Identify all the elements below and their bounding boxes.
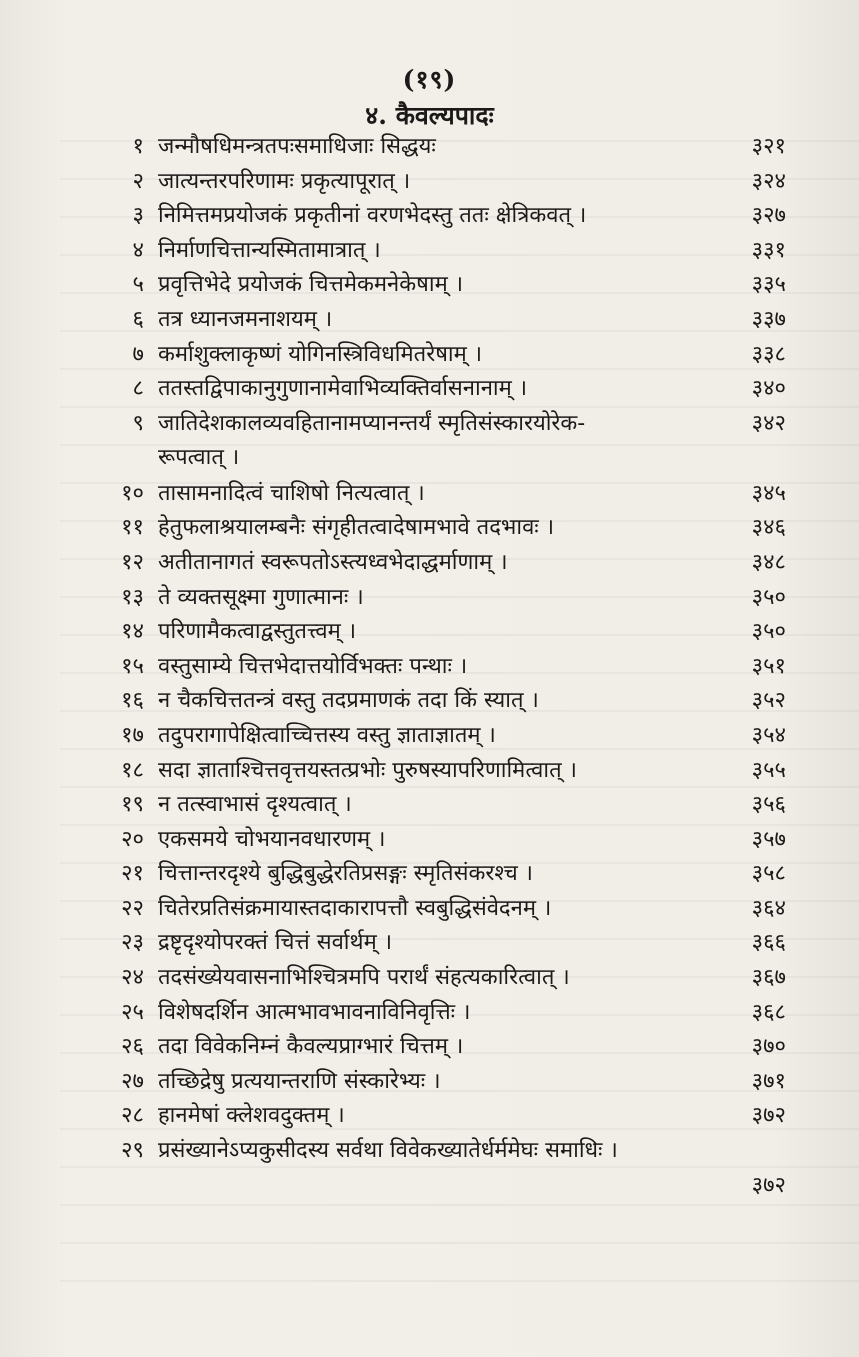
sutra-text-line: हानमेषां क्लेशवदुक्तम् ।	[158, 1103, 345, 1129]
sutra-text	[158, 684, 688, 719]
sutra-number: ८	[132, 376, 144, 402]
sutra-number: १७	[121, 722, 144, 748]
sutra-text-line: सदा ज्ञाताश्चित्तवृत्तयस्तत्प्रभोः पुरुषस्यापरिणामित्वात् ।	[158, 757, 577, 783]
sutra-number: १६	[121, 688, 144, 714]
sutra-text-line: तच्छिद्रेषु प्रत्ययान्तराणि संस्कारेभ्यः ।	[158, 1068, 441, 1094]
sutra-text	[158, 961, 688, 996]
page-reference: ३५६	[751, 792, 786, 818]
page-reference: ३४८	[751, 549, 786, 575]
page-reference: ३४५	[751, 480, 786, 506]
sutra-number: २०	[121, 826, 144, 852]
list-item	[0, 303, 859, 338]
sutra-text	[158, 581, 688, 616]
page-reference: ३६७	[751, 965, 786, 991]
list-item	[0, 477, 859, 512]
sutra-text-line: प्रवृत्तिभेदे प्रयोजकं चित्तमेकमनेकेषाम् ।	[158, 272, 464, 298]
sutra-number: १०	[121, 480, 144, 506]
list-item	[0, 338, 859, 373]
page-reference: ३३१	[751, 237, 786, 263]
sutra-text-line: प्रसंख्यानेऽप्यकुसीदस्य सर्वथा विवेकख्यातेर्धर्ममेघः समाधिः ।	[158, 1138, 618, 1164]
page-reference: ३४६	[751, 515, 786, 541]
list-item	[0, 650, 859, 685]
list-item	[0, 857, 859, 892]
page-reference: ३५०	[751, 584, 786, 610]
page-reference: ३३५	[751, 272, 786, 298]
sutra-number: १२	[121, 549, 144, 575]
sutra-text	[158, 1030, 688, 1065]
list-item	[0, 234, 859, 269]
sutra-number: २	[132, 168, 144, 194]
list-item	[0, 926, 859, 961]
list-item	[0, 892, 859, 927]
sutra-number: २२	[121, 895, 144, 921]
list-item	[0, 823, 859, 858]
sutra-text	[158, 477, 688, 512]
sutra-number: १४	[121, 619, 144, 645]
sutra-number: २१	[121, 861, 144, 887]
sutra-text-line: तदसंख्येयवासनाभिश्चित्रमपि परार्थं संहत्यकारित्वात् ।	[158, 965, 570, 991]
sutra-number: १५	[121, 653, 144, 679]
sutra-text	[158, 1065, 688, 1100]
sutra-text	[158, 199, 688, 234]
sutra-text-line: निर्माणचित्तान्यस्मितामात्रात् ।	[158, 237, 381, 263]
sutra-text	[158, 926, 688, 961]
list-item	[0, 372, 859, 407]
sutra-text-line: चितेरप्रतिसंक्रमायास्तदाकारापत्तौ स्वबुद्धिसंवेदनम् ।	[158, 895, 552, 921]
list-item	[0, 546, 859, 581]
sutra-number: ९	[132, 410, 144, 436]
page-reference: ३५८	[751, 861, 786, 887]
list-item	[0, 130, 859, 165]
sutra-text	[158, 234, 688, 269]
sutra-text-line: वस्तुसाम्ये चित्तभेदात्तयोर्विभक्तः पन्थाः ।	[158, 653, 468, 679]
page-reference: ३४२	[751, 410, 786, 436]
sutra-text	[158, 165, 688, 200]
sutra-text	[158, 407, 688, 476]
sutra-text-line: निमित्तमप्रयोजकं प्रकृतीनां वरणभेदस्तु ततः क्षेत्रिकवत् ।	[158, 203, 587, 229]
page-reference: ३६६	[751, 930, 786, 956]
sutra-text-line: ते व्यक्तसूक्ष्मा गुणात्मानः ।	[158, 584, 364, 610]
page-reference: ३५७	[751, 826, 786, 852]
sutra-text-line: कर्माशुक्लाकृष्णं योगिनस्त्रिविधमितरेषाम् ।	[158, 341, 483, 367]
sutra-text-line: जात्यन्तरपरिणामः प्रकृत्यापूरात् ।	[158, 168, 411, 194]
sutra-text	[158, 372, 688, 407]
sutra-number: १८	[121, 757, 144, 783]
sutra-text-line: परिणामैकत्वाद्वस्तुतत्त्वम् ।	[158, 619, 357, 645]
sutra-number: ३	[132, 203, 144, 229]
sutra-number: २४	[121, 965, 144, 991]
sutra-number: ११	[121, 515, 144, 541]
page-reference: ३२७	[751, 203, 786, 229]
sutra-text	[158, 754, 688, 789]
sutra-text-line: तत्र ध्यानजमनाशयम् ।	[158, 306, 333, 332]
section-title: ४. कैवल्यपादः	[365, 101, 494, 130]
page-reference: ३६८	[751, 999, 786, 1025]
sutra-text-line: जन्मौषधिमन्त्रतपःसमाधिजाः सिद्धयः	[158, 134, 436, 159]
sutra-number: १३	[121, 584, 144, 610]
list-item	[0, 1099, 859, 1134]
sutra-text-line: हेतुफलाश्रयालम्बनैः संगृहीतत्वादेषामभावे तदभावः ।	[158, 515, 555, 541]
sutra-number: ५	[132, 272, 144, 298]
page-reference: ३३७	[751, 306, 786, 332]
list-item	[0, 684, 859, 719]
sutra-text-line: ततस्तद्विपाकानुगुणानामेवाभिव्यक्तिर्वासनानाम् ।	[158, 376, 528, 402]
page-number: (१९)	[402, 65, 457, 94]
page-reference: ३७२	[751, 1172, 786, 1198]
sutra-number: ६	[132, 306, 144, 332]
sutra-text-continuation: रूपत्वात् ।	[158, 445, 240, 471]
page-reference: ३४०	[751, 376, 786, 402]
sutra-text	[158, 650, 688, 685]
sutra-text	[158, 823, 688, 858]
list-item	[0, 1030, 859, 1065]
page-reference: ३५५	[751, 757, 786, 783]
page-reference: ३२४	[751, 168, 786, 194]
page-reference: ३२१	[751, 134, 786, 159]
sutra-text-line: न चैकचित्ततन्त्रं वस्तु तदप्रमाणकं तदा किं स्यात् ।	[158, 688, 539, 714]
sutra-number: २३	[121, 930, 144, 956]
sutra-number: २९	[121, 1138, 144, 1164]
sutra-text	[158, 615, 688, 650]
sutra-text	[158, 268, 688, 303]
sutra-text	[158, 546, 688, 581]
sutra-number: २६	[121, 1034, 144, 1060]
sutra-text-line: तासामनादित्वं चाशिषो नित्यत्वात् ।	[158, 480, 425, 506]
list-item	[0, 268, 859, 303]
sutra-text-line: तदा विवेकनिम्नं कैवल्यप्राग्भारं चित्तम् ।	[158, 1034, 464, 1060]
sutra-text-line: न तत्स्वाभासं दृश्यत्वात् ।	[158, 792, 352, 818]
sutra-text-line: अतीतानागतं स्वरूपतोऽस्त्यध्वभेदाद्धर्माणाम् ।	[158, 549, 508, 575]
page-reference: ३५४	[751, 722, 786, 748]
list-item	[0, 1134, 859, 1204]
list-item	[0, 961, 859, 996]
sutra-number: ७	[132, 341, 144, 367]
list-item	[0, 165, 859, 200]
page-reference: ३३८	[751, 341, 786, 367]
sutra-text-line: चित्तान्तरदृश्ये बुद्धिबुद्धेरतिप्रसङ्गः स्मृतिसंकरश्च ।	[158, 861, 534, 887]
list-item	[0, 407, 859, 477]
list-item	[0, 996, 859, 1031]
list-item	[0, 788, 859, 823]
sutra-text	[158, 857, 688, 892]
page-reference: ३७२	[751, 1103, 786, 1129]
sutra-number: १९	[121, 792, 144, 818]
page-reference: ३६४	[751, 895, 786, 921]
sutra-text	[158, 788, 688, 823]
sutra-text	[158, 130, 688, 165]
page-reference: ३५१	[751, 653, 786, 679]
sutra-text-line: द्रष्टृदृश्योपरक्तं चित्तं सर्वार्थम् ।	[158, 930, 393, 956]
sutra-text	[158, 1134, 688, 1169]
sutra-text	[158, 338, 688, 373]
sutra-text	[158, 1099, 688, 1134]
sutra-text	[158, 303, 688, 338]
sutra-text-line: जातिदेशकालव्यवहितानामप्यानन्तर्यं स्मृतिसंस्कारयोरेक-	[158, 410, 586, 436]
sutra-text-line: एकसमये चोभयानवधारणम् ।	[158, 826, 386, 852]
list-item	[0, 1065, 859, 1100]
list-item	[0, 719, 859, 754]
sutra-number: २७	[121, 1068, 144, 1094]
sutra-number: २५	[121, 999, 144, 1025]
page-reference: ३५०	[751, 619, 786, 645]
sutra-number: १	[132, 134, 144, 159]
sutra-text	[158, 892, 688, 927]
sutra-text-line: तदुपरागापेक्षित्वाच्चित्तस्य वस्तु ज्ञाताज्ञातम् ।	[158, 722, 496, 748]
sutra-index-list	[0, 130, 859, 1204]
sutra-text-line: विशेषदर्शिन आत्मभावभावनाविनिवृत्तिः ।	[158, 999, 471, 1025]
page-reference: ३७०	[751, 1034, 786, 1060]
list-item	[0, 199, 859, 234]
list-item	[0, 511, 859, 546]
page-reference: ३७१	[751, 1068, 786, 1094]
sutra-text	[158, 719, 688, 754]
sutra-text	[158, 511, 688, 546]
page-reference: ३५२	[751, 688, 786, 714]
list-item	[0, 754, 859, 789]
list-item	[0, 581, 859, 616]
sutra-number: ४	[132, 237, 144, 263]
sutra-text	[158, 996, 688, 1031]
sutra-number: २८	[121, 1103, 144, 1129]
list-item	[0, 615, 859, 650]
